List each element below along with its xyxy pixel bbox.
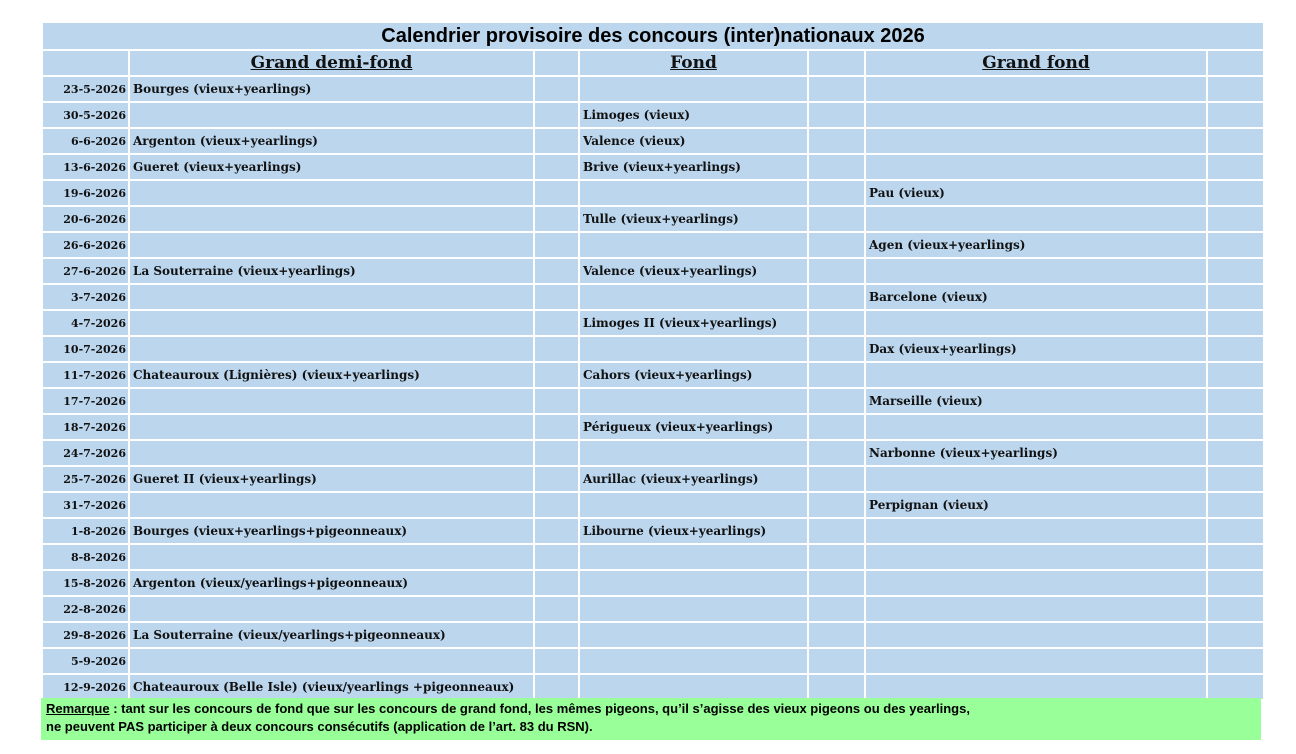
- grand-fond-cell: Perpignan (vieux): [866, 493, 1206, 517]
- date-cell: 26-6-2026: [43, 233, 128, 257]
- fond-cell: Valence (vieux+yearlings): [580, 259, 807, 283]
- header-empty: [43, 51, 128, 75]
- grand-fond-cell: Narbonne (vieux+yearlings): [866, 441, 1206, 465]
- table-row: [43, 363, 1263, 387]
- remark-line-1: [46, 700, 1256, 718]
- spacer-cell: [809, 103, 864, 127]
- spacer-cell: [1208, 623, 1263, 647]
- spacer-cell: [809, 259, 864, 283]
- grand-fond-cell: [866, 311, 1206, 335]
- grand-demi-fond-cell: Argenton (vieux/yearlings+pigeonneaux): [130, 571, 533, 595]
- spacer-cell: [809, 415, 864, 439]
- date-cell: 24-7-2026: [43, 441, 128, 465]
- remark-line-2: ne peuvent PAS participer à deux concours consécutifs (application de l’art. 83 du RSN).: [46, 719, 593, 734]
- spacer-cell: [1208, 311, 1263, 335]
- grand-demi-fond-cell: [130, 103, 533, 127]
- date-cell: 15-8-2026: [43, 571, 128, 595]
- header-grand-fond: Grand fond: [866, 51, 1206, 75]
- spacer-cell: [535, 103, 578, 127]
- grand-fond-cell: Pau (vieux): [866, 181, 1206, 205]
- fond-cell: [580, 285, 807, 309]
- grand-fond-cell: [866, 623, 1206, 647]
- grand-fond-cell: Barcelone (vieux): [866, 285, 1206, 309]
- spacer-cell: [535, 259, 578, 283]
- table-row: [43, 103, 1263, 127]
- grand-demi-fond-cell: [130, 233, 533, 257]
- date-cell: 1-8-2026: [43, 519, 128, 543]
- grand-demi-fond-cell: Bourges (vieux+yearlings+pigeonneaux): [130, 519, 533, 543]
- spacer-cell: [535, 649, 578, 673]
- remark-text-1: : tant sur les concours de fond que sur les concours de grand fond, les mêmes pigeons, qu’il s’agisse des vieux pigeons ou des yearlings,: [109, 701, 970, 716]
- table-row: [43, 441, 1263, 465]
- grand-demi-fond-cell: [130, 389, 533, 413]
- fond-cell: [580, 337, 807, 361]
- grand-fond-cell: [866, 155, 1206, 179]
- spacer-cell: [809, 155, 864, 179]
- spacer-cell: [1208, 233, 1263, 257]
- spacer-cell: [1208, 363, 1263, 387]
- grand-demi-fond-cell: Chateauroux (Belle Isle) (vieux/yearlings +pigeonneaux): [130, 675, 533, 699]
- spacer-cell: [1208, 597, 1263, 621]
- spacer-cell: [535, 623, 578, 647]
- date-cell: 4-7-2026: [43, 311, 128, 335]
- spacer-cell: [1208, 259, 1263, 283]
- remark-box: [41, 698, 1261, 740]
- fond-cell: Valence (vieux): [580, 129, 807, 153]
- spacer-cell: [535, 389, 578, 413]
- grand-fond-cell: [866, 675, 1206, 699]
- spacer-cell: [1208, 207, 1263, 231]
- spacer-cell: [535, 181, 578, 205]
- date-cell: 3-7-2026: [43, 285, 128, 309]
- fond-cell: [580, 389, 807, 413]
- fond-cell: Cahors (vieux+yearlings): [580, 363, 807, 387]
- fond-cell: [580, 441, 807, 465]
- spacer-cell: [809, 129, 864, 153]
- grand-fond-cell: [866, 649, 1206, 673]
- date-cell: 6-6-2026: [43, 129, 128, 153]
- fond-cell: [580, 181, 807, 205]
- spacer-cell: [535, 311, 578, 335]
- grand-demi-fond-cell: [130, 545, 533, 569]
- grand-demi-fond-cell: [130, 493, 533, 517]
- spacer-cell: [535, 207, 578, 231]
- spacer-cell: [809, 181, 864, 205]
- grand-demi-fond-cell: [130, 649, 533, 673]
- grand-fond-cell: Marseille (vieux): [866, 389, 1206, 413]
- grand-fond-cell: [866, 415, 1206, 439]
- table-row: [43, 389, 1263, 413]
- date-cell: 30-5-2026: [43, 103, 128, 127]
- spacer-cell: [535, 571, 578, 595]
- grand-fond-cell: [866, 77, 1206, 101]
- grand-demi-fond-cell: [130, 311, 533, 335]
- spacer-cell: [809, 441, 864, 465]
- date-cell: 17-7-2026: [43, 389, 128, 413]
- fond-cell: [580, 597, 807, 621]
- spacer-cell: [1208, 571, 1263, 595]
- grand-fond-cell: [866, 571, 1206, 595]
- table-row: [43, 623, 1263, 647]
- spacer-cell: [535, 285, 578, 309]
- grand-fond-cell: [866, 207, 1206, 231]
- grand-fond-cell: [866, 545, 1206, 569]
- spacer-cell: [809, 363, 864, 387]
- spacer-cell: [809, 467, 864, 491]
- spacer-cell: [809, 77, 864, 101]
- date-cell: 5-9-2026: [43, 649, 128, 673]
- spacer-cell: [809, 649, 864, 673]
- fond-cell: [580, 493, 807, 517]
- date-cell: 25-7-2026: [43, 467, 128, 491]
- fond-cell: Tulle (vieux+yearlings): [580, 207, 807, 231]
- fond-cell: Libourne (vieux+yearlings): [580, 519, 807, 543]
- date-cell: 13-6-2026: [43, 155, 128, 179]
- spacer-cell: [535, 493, 578, 517]
- table-row: [43, 259, 1263, 283]
- date-cell: 8-8-2026: [43, 545, 128, 569]
- spacer-cell: [809, 597, 864, 621]
- spacer-cell: [535, 467, 578, 491]
- date-cell: 27-6-2026: [43, 259, 128, 283]
- fond-cell: [580, 675, 807, 699]
- table-row: [43, 493, 1263, 517]
- fond-cell: [580, 623, 807, 647]
- grand-demi-fond-cell: Gueret (vieux+yearlings): [130, 155, 533, 179]
- remark-label: Remarque: [46, 701, 110, 716]
- grand-demi-fond-cell: [130, 285, 533, 309]
- table-row: [43, 207, 1263, 231]
- spacer-cell: [809, 285, 864, 309]
- grand-demi-fond-cell: Gueret II (vieux+yearlings): [130, 467, 533, 491]
- spacer-cell: [1208, 467, 1263, 491]
- spacer-cell: [1208, 337, 1263, 361]
- header-fond: Fond: [580, 51, 807, 75]
- grand-demi-fond-cell: [130, 441, 533, 465]
- fond-cell: Limoges II (vieux+yearlings): [580, 311, 807, 335]
- header-spacer: [1208, 51, 1263, 75]
- spacer-cell: [535, 519, 578, 543]
- spacer-cell: [1208, 519, 1263, 543]
- grand-fond-cell: Agen (vieux+yearlings): [866, 233, 1206, 257]
- spacer-cell: [1208, 181, 1263, 205]
- spacer-cell: [535, 545, 578, 569]
- table-row: [43, 77, 1263, 101]
- date-cell: 23-5-2026: [43, 77, 128, 101]
- table-row: [43, 129, 1263, 153]
- table-row: [43, 181, 1263, 205]
- fond-cell: Périgueux (vieux+yearlings): [580, 415, 807, 439]
- grand-fond-cell: [866, 103, 1206, 127]
- fond-cell: Brive (vieux+yearlings): [580, 155, 807, 179]
- spacer-cell: [535, 77, 578, 101]
- date-cell: 31-7-2026: [43, 493, 128, 517]
- header-spacer: [809, 51, 864, 75]
- spacer-cell: [809, 207, 864, 231]
- header-row: [43, 51, 1263, 75]
- table-row: [43, 519, 1263, 543]
- spacer-cell: [1208, 155, 1263, 179]
- spacer-cell: [1208, 103, 1263, 127]
- spacer-cell: [809, 675, 864, 699]
- table-row: [43, 285, 1263, 309]
- table-row: [43, 597, 1263, 621]
- spacer-cell: [535, 441, 578, 465]
- grand-demi-fond-cell: La Souterraine (vieux/yearlings+pigeonneaux): [130, 623, 533, 647]
- grand-demi-fond-cell: Bourges (vieux+yearlings): [130, 77, 533, 101]
- spacer-cell: [1208, 129, 1263, 153]
- header-spacer: [535, 51, 578, 75]
- spacer-cell: [809, 545, 864, 569]
- spacer-cell: [809, 493, 864, 517]
- table-row: [43, 675, 1263, 699]
- calendar-table: [41, 21, 1265, 701]
- spacer-cell: [535, 233, 578, 257]
- table-row: [43, 649, 1263, 673]
- grand-demi-fond-cell: [130, 181, 533, 205]
- grand-demi-fond-cell: Argenton (vieux+yearlings): [130, 129, 533, 153]
- table-row: [43, 337, 1263, 361]
- spacer-cell: [809, 571, 864, 595]
- fond-cell: [580, 571, 807, 595]
- grand-demi-fond-cell: La Souterraine (vieux+yearlings): [130, 259, 533, 283]
- grand-demi-fond-cell: [130, 207, 533, 231]
- date-cell: 11-7-2026: [43, 363, 128, 387]
- fond-cell: [580, 649, 807, 673]
- spacer-cell: [809, 623, 864, 647]
- spacer-cell: [535, 363, 578, 387]
- grand-demi-fond-cell: [130, 597, 533, 621]
- grand-fond-cell: [866, 129, 1206, 153]
- date-cell: 10-7-2026: [43, 337, 128, 361]
- grand-demi-fond-cell: [130, 415, 533, 439]
- spacer-cell: [535, 675, 578, 699]
- table-row: [43, 311, 1263, 335]
- fond-cell: Limoges (vieux): [580, 103, 807, 127]
- date-cell: 22-8-2026: [43, 597, 128, 621]
- spacer-cell: [1208, 493, 1263, 517]
- spacer-cell: [809, 389, 864, 413]
- spacer-cell: [1208, 389, 1263, 413]
- header-grand-demi-fond: Grand demi-fond: [130, 51, 533, 75]
- spacer-cell: [1208, 441, 1263, 465]
- grand-fond-cell: [866, 259, 1206, 283]
- grand-fond-cell: [866, 519, 1206, 543]
- spacer-cell: [809, 337, 864, 361]
- spacer-cell: [1208, 415, 1263, 439]
- spacer-cell: [535, 129, 578, 153]
- spacer-cell: [1208, 285, 1263, 309]
- table-row: [43, 467, 1263, 491]
- spacer-cell: [535, 597, 578, 621]
- date-cell: 12-9-2026: [43, 675, 128, 699]
- grand-demi-fond-cell: [130, 337, 533, 361]
- date-cell: 19-6-2026: [43, 181, 128, 205]
- table-row: [43, 415, 1263, 439]
- grand-fond-cell: [866, 467, 1206, 491]
- spacer-cell: [1208, 649, 1263, 673]
- spacer-cell: [809, 311, 864, 335]
- title-row: [43, 23, 1263, 49]
- grand-fond-cell: [866, 597, 1206, 621]
- date-cell: 20-6-2026: [43, 207, 128, 231]
- table-row: [43, 571, 1263, 595]
- fond-cell: [580, 545, 807, 569]
- grand-demi-fond-cell: Chateauroux (Lignières) (vieux+yearlings): [130, 363, 533, 387]
- table-row: [43, 233, 1263, 257]
- spacer-cell: [809, 233, 864, 257]
- spacer-cell: [1208, 545, 1263, 569]
- table-row: [43, 155, 1263, 179]
- date-cell: 18-7-2026: [43, 415, 128, 439]
- spacer-cell: [809, 519, 864, 543]
- page-title: Calendrier provisoire des concours (inter)nationaux 2026: [43, 23, 1263, 49]
- table-row: [43, 545, 1263, 569]
- spacer-cell: [1208, 77, 1263, 101]
- spacer-cell: [535, 337, 578, 361]
- date-cell: 29-8-2026: [43, 623, 128, 647]
- fond-cell: Aurillac (vieux+yearlings): [580, 467, 807, 491]
- spacer-cell: [1208, 675, 1263, 699]
- fond-cell: [580, 77, 807, 101]
- grand-fond-cell: Dax (vieux+yearlings): [866, 337, 1206, 361]
- grand-fond-cell: [866, 363, 1206, 387]
- fond-cell: [580, 233, 807, 257]
- spacer-cell: [535, 415, 578, 439]
- spacer-cell: [535, 155, 578, 179]
